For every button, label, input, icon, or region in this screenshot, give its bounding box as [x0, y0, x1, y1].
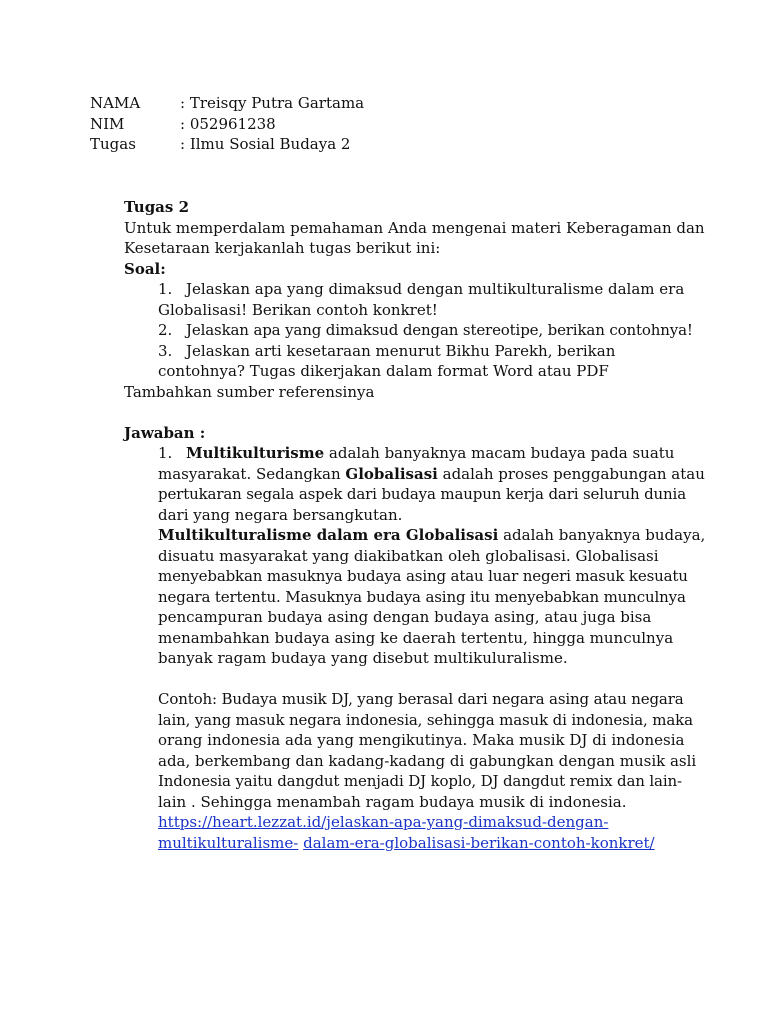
reference-note: Tambahkan sumber referensinya	[124, 382, 375, 401]
answer-paragraph-2-line-5: pencampuran budaya asing dengan budaya asing, atau juga bisa	[158, 608, 652, 626]
answer-1-line-1	[158, 443, 684, 464]
answer-paragraph-2-line-4: negara tertentu. Masuknya budaya asing itu menyebabkan munculnya	[158, 587, 686, 606]
task-intro-line-2: Kesetaraan kerjakanlah tugas berikut ini:	[124, 239, 441, 257]
answer-1-line-2	[158, 464, 705, 485]
task-title: Tugas 2	[124, 198, 190, 216]
nama-label: NAMA	[90, 94, 141, 112]
reference-link-part-3[interactable]: dalam-era-globalisasi-berikan-contoh-konkret/	[303, 833, 655, 852]
reference-link-line-1	[158, 812, 684, 833]
question-1-number: 1.	[158, 280, 173, 298]
example-line-4: ada, berkembang dan kadang-kadang di gabungkan dengan musik asli	[158, 751, 697, 770]
answer-1	[158, 443, 706, 853]
example-line-3: orang indonesia ada yang mengikutinya. Maka musik DJ di indonesia	[158, 731, 685, 749]
reference-link-part-2[interactable]: multikulturalisme-	[158, 833, 299, 852]
reference-link-line-2	[158, 833, 684, 854]
question-2	[158, 320, 693, 341]
example-line-6: lain . Sehingga menambah ragam budaya musik di indonesia.	[158, 792, 627, 811]
tugas-value: : Ilmu Sosial Budaya 2	[180, 135, 351, 153]
term-multikulturisme: Multikulturisme	[186, 444, 325, 462]
question-1	[158, 279, 684, 300]
nama-row	[90, 93, 364, 114]
answer-paragraph-2-line-1	[158, 525, 706, 546]
nim-value: : 052961238	[180, 114, 276, 133]
answer-1-line-4: dari yang negara bersangkutan.	[158, 505, 403, 524]
answer-1-line-1-text: adalah banyaknya macam budaya pada suatu	[324, 444, 675, 462]
question-2-number: 2.	[158, 321, 173, 339]
task-intro-line-1: Untuk memperdalam pemahaman Anda mengenai materi Keberagaman dan	[124, 218, 705, 237]
question-1-line-2: Globalisasi! Berikan contoh konkret!	[158, 300, 438, 319]
question-3-number: 3.	[158, 341, 173, 360]
question-2-line-1: Jelaskan apa yang dimaksud dengan stereotipe, berikan contohnya!	[186, 321, 693, 339]
question-1-line-1: Jelaskan apa yang dimaksud dengan multikulturalisme dalam era	[186, 280, 685, 298]
answer-1-line-2-rest: adalah proses penggabungan atau	[437, 464, 705, 483]
reference-link-part-1[interactable]: https://heart.lezzat.id/jelaskan-apa-yang-dimaksud-dengan-	[158, 813, 609, 831]
tugas-label: Tugas	[90, 135, 136, 153]
nim-row	[90, 114, 364, 135]
answer-paragraph-2-line-6: menambahkan budaya asing ke daerah tertentu, hingga munculnya	[158, 628, 674, 647]
student-info	[90, 93, 364, 155]
answer-paragraph-2-line-1-rest: adalah banyaknya budaya,	[498, 526, 706, 544]
answer-1-line-3: pertukaran segala aspek dari budaya maupun kerja dari seluruh dunia	[158, 485, 686, 503]
example-line-1: Contoh: Budaya musik DJ, yang berasal dari negara asing atau negara	[158, 690, 684, 708]
question-list	[158, 279, 693, 382]
nim-label: NIM	[90, 114, 125, 133]
soal-label: Soal:	[124, 259, 166, 278]
jawaban-label: Jawaban :	[124, 423, 206, 442]
tugas-row	[90, 134, 364, 155]
answer-paragraph-2-line-2: disuatu masyarakat yang diakibatkan oleh globalisasi. Globalisasi	[158, 546, 659, 565]
assignment-body	[124, 197, 706, 853]
question-3-line-1: Jelaskan arti kesetaraan menurut Bikhu Parekh, berikan	[186, 341, 616, 360]
question-3-line-2: contohnya? Tugas dikerjakan dalam format Word atau PDF	[158, 362, 609, 380]
term-multikulturalisme-era-globalisasi: Multikulturalisme dalam era Globalisasi	[158, 526, 499, 544]
example-line-2: lain, yang masuk negara indonesia, sehingga masuk di indonesia, maka	[158, 710, 693, 729]
question-3	[158, 341, 684, 362]
answer-paragraph-2-line-7: banyak ragam budaya yang disebut multikuluralisme.	[158, 649, 568, 667]
term-globalisasi: Globalisasi	[345, 464, 438, 483]
nama-value: : Treisqy Putra Gartama	[180, 94, 365, 112]
example-line-5: Indonesia yaitu dangdut menjadi DJ koplo, DJ dangdut remix dan lain-	[158, 772, 682, 790]
answer-1-line-2-pre: masyarakat. Sedangkan	[158, 464, 346, 483]
answer-paragraph-2-line-3: menyebabkan masuknya budaya asing atau luar negeri masuk kesuatu	[158, 567, 688, 585]
answer-1-number: 1.	[158, 444, 173, 462]
